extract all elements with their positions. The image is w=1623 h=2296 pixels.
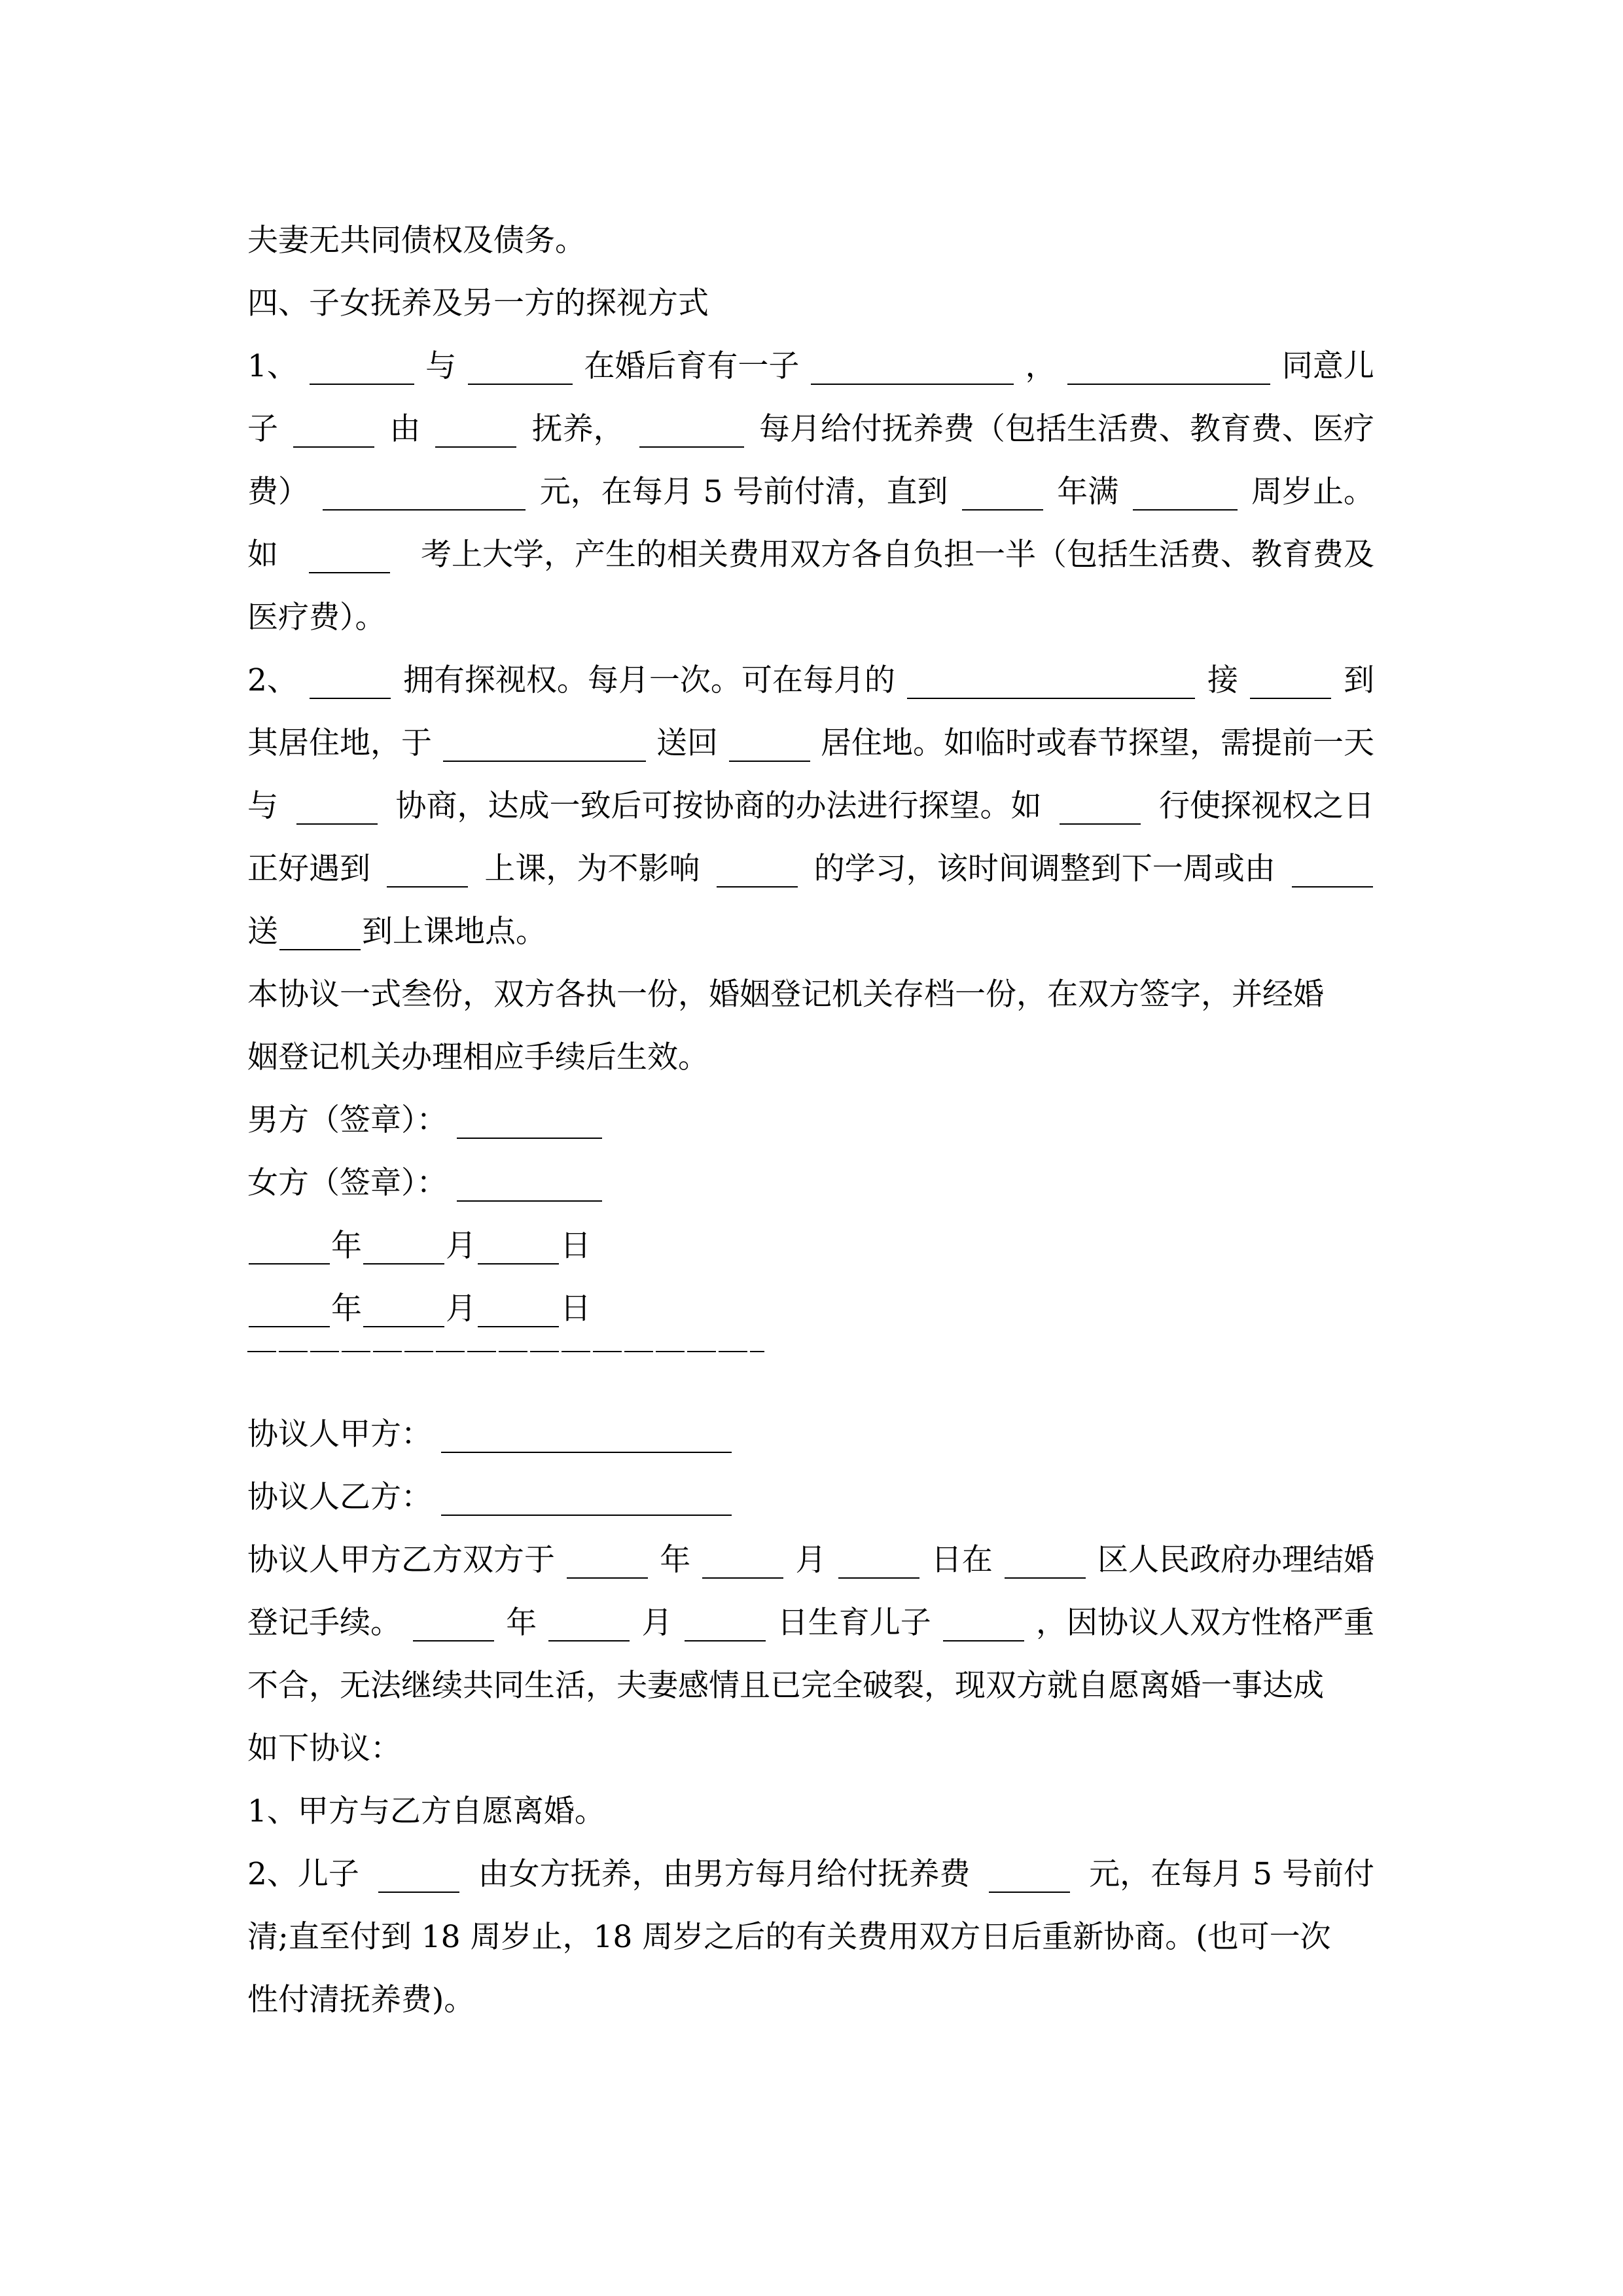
text-segment: 与	[247, 788, 278, 824]
fill-in-blank[interactable]	[907, 669, 1195, 699]
text-segment: 月	[446, 1228, 476, 1264]
text-segment: 月	[795, 1542, 827, 1578]
fill-in-blank[interactable]	[413, 1611, 494, 1641]
text-line	[247, 1202, 1374, 1265]
fill-in-blank[interactable]	[457, 1172, 602, 1202]
text-line	[247, 1767, 1374, 1830]
text-segment: 姻登记机关办理相应手续后生效。	[247, 1039, 709, 1075]
text-segment: 到上课地点。	[362, 914, 546, 950]
text-segment: 元，在每月 5 号前付清，直到	[539, 474, 948, 510]
text-segment: 2、	[247, 662, 298, 698]
fill-in-blank[interactable]	[310, 669, 391, 699]
text-segment: 年满	[1057, 474, 1119, 510]
text-segment: 元，在每月 5 号前付	[1089, 1856, 1374, 1892]
fill-in-blank[interactable]	[435, 418, 516, 448]
text-segment: 与	[425, 348, 457, 384]
fill-in-blank[interactable]	[811, 355, 1014, 385]
text-segment: 男方（签章）：	[247, 1102, 448, 1138]
agreement-section-children	[247, 196, 1374, 1327]
text-segment: 区人民政府办理结婚	[1097, 1542, 1374, 1578]
text-segment: 1、	[247, 348, 298, 384]
fill-in-blank[interactable]	[1292, 857, 1373, 888]
document-page	[247, 196, 1374, 2018]
text-line	[247, 699, 1374, 762]
text-segment: 夫妻无共同债权及债务。	[247, 223, 586, 259]
text-segment: 抚养，	[531, 411, 624, 447]
text-line	[247, 1830, 1374, 1893]
fill-in-blank[interactable]	[443, 732, 646, 762]
text-segment: 到	[1344, 662, 1374, 698]
text-segment: 日	[560, 1291, 591, 1327]
text-line	[247, 762, 1374, 825]
text-line	[247, 1893, 1374, 1956]
fill-in-blank[interactable]	[457, 1109, 602, 1139]
text-segment: 居住地。如临时或春节探望，需提前一天	[821, 725, 1374, 761]
text-line	[247, 385, 1374, 448]
text-segment: 四、子女抚养及另一方的探视方式	[247, 285, 709, 321]
text-line	[247, 1076, 1374, 1139]
text-segment: 医疗费）。	[247, 600, 386, 636]
text-segment: 如	[247, 537, 278, 573]
text-segment: 年	[506, 1605, 537, 1641]
text-line	[247, 322, 1374, 385]
text-segment: 拥有探视权。每月一次。可在每月的	[402, 662, 895, 698]
text-line	[247, 448, 1374, 511]
text-segment: 1、甲方与乙方自愿离婚。	[247, 1793, 605, 1829]
text-line	[247, 1265, 1374, 1327]
fill-in-blank[interactable]	[468, 355, 573, 385]
text-line	[247, 1641, 1374, 1704]
text-segment: 日在	[931, 1542, 993, 1578]
fill-in-blank[interactable]	[729, 732, 810, 762]
fill-in-blank[interactable]	[478, 1297, 559, 1327]
text-segment: 协商，达成一致后可按协商的办法进行探望。如	[395, 788, 1042, 824]
text-segment: 女方（签章）：	[247, 1165, 448, 1201]
fill-in-blank[interactable]	[296, 795, 378, 825]
text-segment: 的学习，该时间调整到下一周或由	[813, 851, 1275, 887]
fill-in-blank[interactable]	[838, 1549, 919, 1579]
text-segment: 子	[247, 411, 278, 447]
fill-in-blank[interactable]	[309, 543, 390, 573]
fill-in-blank[interactable]	[387, 857, 468, 888]
fill-in-blank[interactable]	[478, 1234, 559, 1265]
fill-in-blank[interactable]	[717, 857, 798, 888]
fill-in-blank[interactable]	[441, 1486, 732, 1516]
text-segment: 日生育儿子	[777, 1605, 931, 1641]
fill-in-blank[interactable]	[1133, 480, 1238, 511]
text-segment: 如下协议：	[247, 1731, 401, 1767]
fill-in-blank[interactable]	[639, 418, 744, 448]
text-line	[247, 573, 1374, 636]
section-divider	[247, 1351, 764, 1352]
text-line	[247, 888, 1374, 950]
fill-in-blank[interactable]	[1060, 795, 1141, 825]
text-segment: 送	[247, 914, 278, 950]
text-segment: ，	[1025, 348, 1056, 384]
text-segment: 接	[1207, 662, 1238, 698]
fill-in-blank[interactable]	[943, 1611, 1024, 1641]
text-segment: 在婚后育有一子	[584, 348, 800, 384]
text-segment: 日	[560, 1228, 591, 1264]
fill-in-blank[interactable]	[310, 355, 414, 385]
text-line	[247, 1139, 1374, 1202]
text-segment: 登记手续。	[247, 1605, 401, 1641]
fill-in-blank[interactable]	[441, 1423, 732, 1453]
text-segment: 考上大学，产生的相关费用双方各自负担一半（包括生活费、教育费及	[421, 537, 1374, 573]
text-segment: 月	[641, 1605, 673, 1641]
fill-in-blank[interactable]	[567, 1549, 648, 1579]
fill-in-blank[interactable]	[363, 1234, 444, 1265]
text-segment: 月	[446, 1291, 476, 1327]
fill-in-blank[interactable]	[1005, 1549, 1086, 1579]
text-segment: 其居住地，于	[247, 725, 432, 761]
text-line	[247, 1013, 1374, 1076]
text-segment: 年	[331, 1228, 362, 1264]
text-segment: 2、儿子	[247, 1856, 359, 1892]
fill-in-blank[interactable]	[548, 1611, 630, 1641]
text-segment: 协议人甲方乙方双方于	[247, 1542, 555, 1578]
text-segment: 本协议一式叁份，双方各执一份，婚姻登记机关存档一份，在双方签字，并经婚	[247, 977, 1324, 1013]
text-line	[247, 1956, 1374, 2018]
agreement-section-parties	[247, 1390, 1374, 2018]
fill-in-blank[interactable]	[293, 418, 374, 448]
fill-in-blank[interactable]	[279, 920, 361, 950]
text-line	[247, 636, 1374, 699]
text-segment: 不合，无法继续共同生活，夫妻感情且已完全破裂，现双方就自愿离婚一事达成	[247, 1668, 1324, 1704]
text-line	[247, 1453, 1374, 1516]
text-segment: 年	[331, 1291, 362, 1327]
text-segment: 同意儿	[1281, 348, 1374, 384]
fill-in-blank[interactable]	[989, 1863, 1070, 1893]
text-segment: 由	[389, 411, 421, 447]
text-line	[247, 1579, 1374, 1641]
fill-in-blank[interactable]	[249, 1297, 330, 1327]
text-segment: 周岁止。	[1251, 474, 1374, 510]
text-line	[247, 259, 1374, 322]
text-line	[247, 511, 1374, 573]
text-segment: 性付清抚养费)。	[247, 1982, 475, 2018]
fill-in-blank[interactable]	[1250, 669, 1331, 699]
fill-in-blank[interactable]	[685, 1611, 766, 1641]
text-line	[247, 825, 1374, 888]
text-segment: 上课，为不影响	[484, 851, 700, 887]
fill-in-blank[interactable]	[702, 1549, 783, 1579]
text-segment: 清;直至付到 18 周岁止，18 周岁之后的有关费用双方日后重新协商。(也可一次	[247, 1919, 1331, 1955]
text-segment: 行使探视权之日	[1159, 788, 1374, 824]
fill-in-blank[interactable]	[249, 1234, 330, 1265]
fill-in-blank[interactable]	[1067, 355, 1270, 385]
text-segment: 由女方抚养，由男方每月给付抚养费	[478, 1856, 971, 1892]
text-segment: 费）	[247, 474, 309, 510]
fill-in-blank[interactable]	[962, 480, 1043, 511]
text-line	[247, 1516, 1374, 1579]
text-segment: 正好遇到	[247, 851, 370, 887]
text-segment: 送回	[656, 725, 718, 761]
text-line	[247, 196, 1374, 259]
text-segment: 协议人甲方：	[247, 1416, 432, 1452]
text-segment: 协议人乙方：	[247, 1479, 432, 1515]
text-line	[247, 1704, 1374, 1767]
text-line	[247, 1390, 1374, 1453]
text-line	[247, 950, 1374, 1013]
fill-in-blank[interactable]	[323, 480, 526, 511]
text-segment: 年	[660, 1542, 691, 1578]
text-segment: ，因协议人双方性格严重	[1036, 1605, 1374, 1641]
text-segment: 每月给付抚养费（包括生活费、教育费、医疗	[758, 411, 1374, 447]
fill-in-blank[interactable]	[363, 1297, 444, 1327]
fill-in-blank[interactable]	[378, 1863, 459, 1893]
